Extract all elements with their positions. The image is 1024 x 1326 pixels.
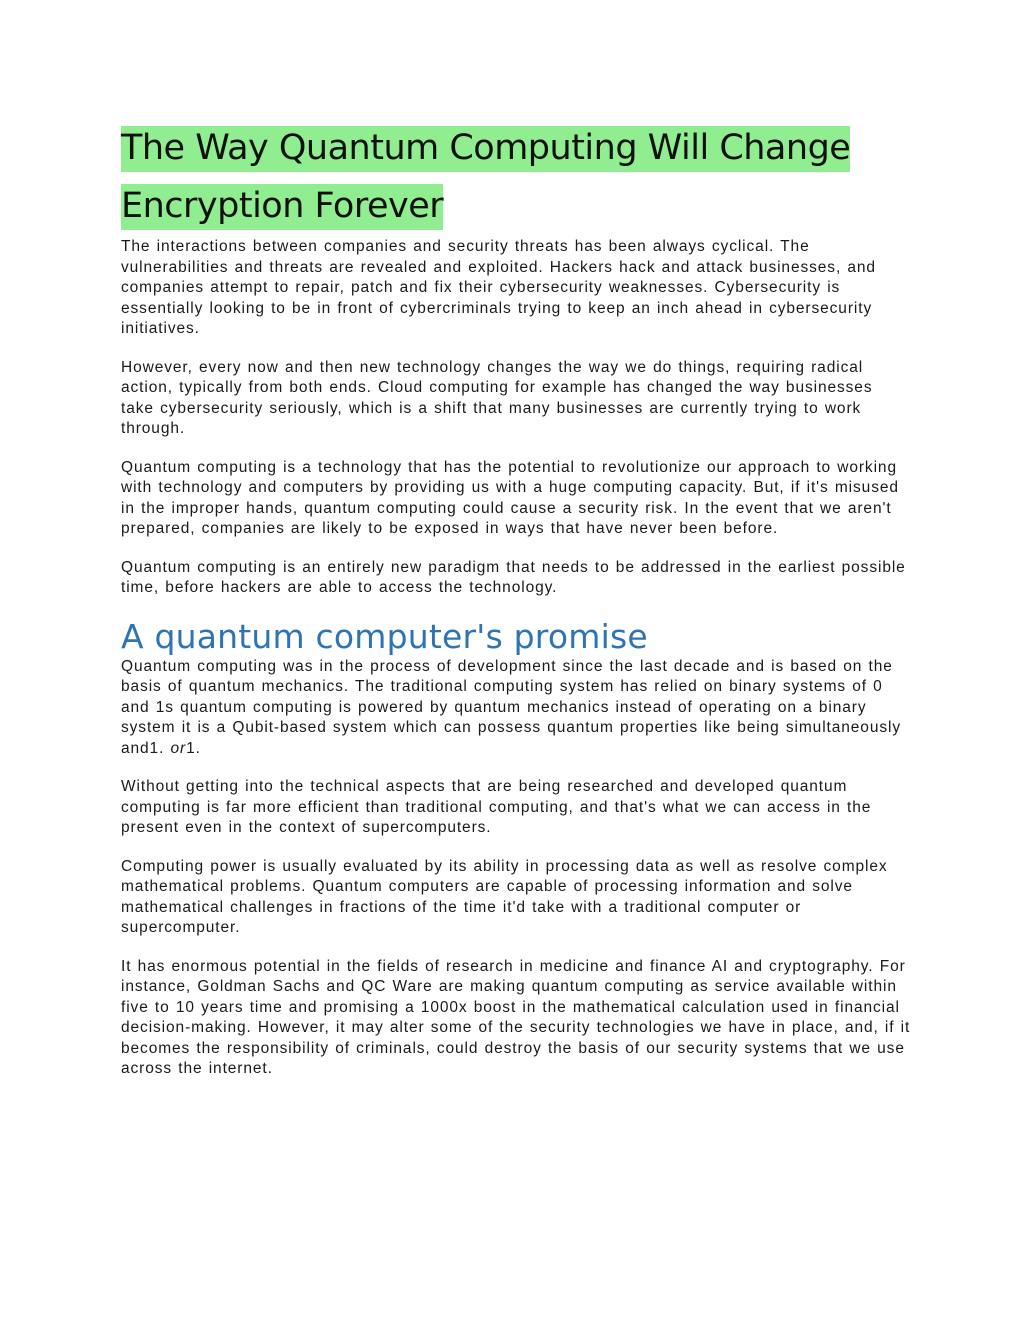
section-paragraph-1-end: 1. (186, 739, 201, 757)
section-paragraph-3: Computing power is usually evaluated by its ability in processing data as well as resolve complex mathematical problems. Quantum computers are capable of processing information and solve mathematical challenges in fractions of the time it'd take with a traditional computer or supercomputer. (121, 857, 888, 936)
document-title (121, 119, 911, 235)
section-paragraph-2: Without getting into the technical aspects that are being researched and developed quantum computing is far more efficient than traditional computing, and that's what we can access in the present even in the context of supercomputers. (121, 778, 872, 836)
section-paragraph-1-text: Quantum computing was in the process of development since the last decade and is based on the basis of quantum mechanics. The traditional computing system has relied on binary systems of 0 and 1s quantum computing is powered by quantum mechanics instead of operating on a binary system it is a Qubit-based system which can possess quantum properties like being simultaneously and1. (121, 657, 901, 757)
intro-paragraph-4: Quantum computing is an entirely new paradigm that needs to be addressed in the earliest possible time, before hackers are able to access the technology. (121, 558, 906, 596)
title-highlight: The Way Quantum Computing Will Change Encryption Forever (121, 126, 850, 230)
intro-paragraph-3: Quantum computing is a technology that has the potential to revolutionize our approach to working with technology and computers by providing us with a huge computing capacity. But, if it's misused in the improper hands, quantum computing could cause a security risk. In the event that we aren't prepared, companies are likely to be exposed in ways that have never been before. (121, 458, 899, 537)
section-heading: A quantum computer's promise (121, 616, 648, 656)
section-paragraph-4: It has enormous potential in the fields of research in medicine and finance AI and cryptography. For instance, Goldman Sachs and QC Ware are making quantum computing as service available within five to 10 years time and promising a 1000x boost in the mathematical calculation used in financial decision-making. However, it may alter some of the security technologies we have in place, and, if it becomes the responsibility of criminals, could destroy the basis of our security systems that we use across the internet. (121, 957, 911, 1077)
section-paragraph-1 (121, 657, 911, 760)
document-page (121, 119, 911, 1098)
section-paragraph-1-italic: or (170, 739, 187, 757)
intro-paragraph-2: However, every now and then new technology changes the way we do things, requiring radical action, typically from both ends. Cloud computing for example has changed the way businesses take cybersecurity seriously, which is a shift that many businesses are currently trying to work through. (121, 358, 873, 437)
intro-paragraph-1: The interactions between companies and security threats has been always cyclical. The vulnerabilities and threats are revealed and exploited. Hackers hack and attack businesses, and companies attempt to repair, patch and fix their cybersecurity weaknesses. Cybersecurity is essentially looking to be in front of cybercriminals trying to keep an inch ahead in cybersecurity initiatives. (121, 238, 876, 337)
